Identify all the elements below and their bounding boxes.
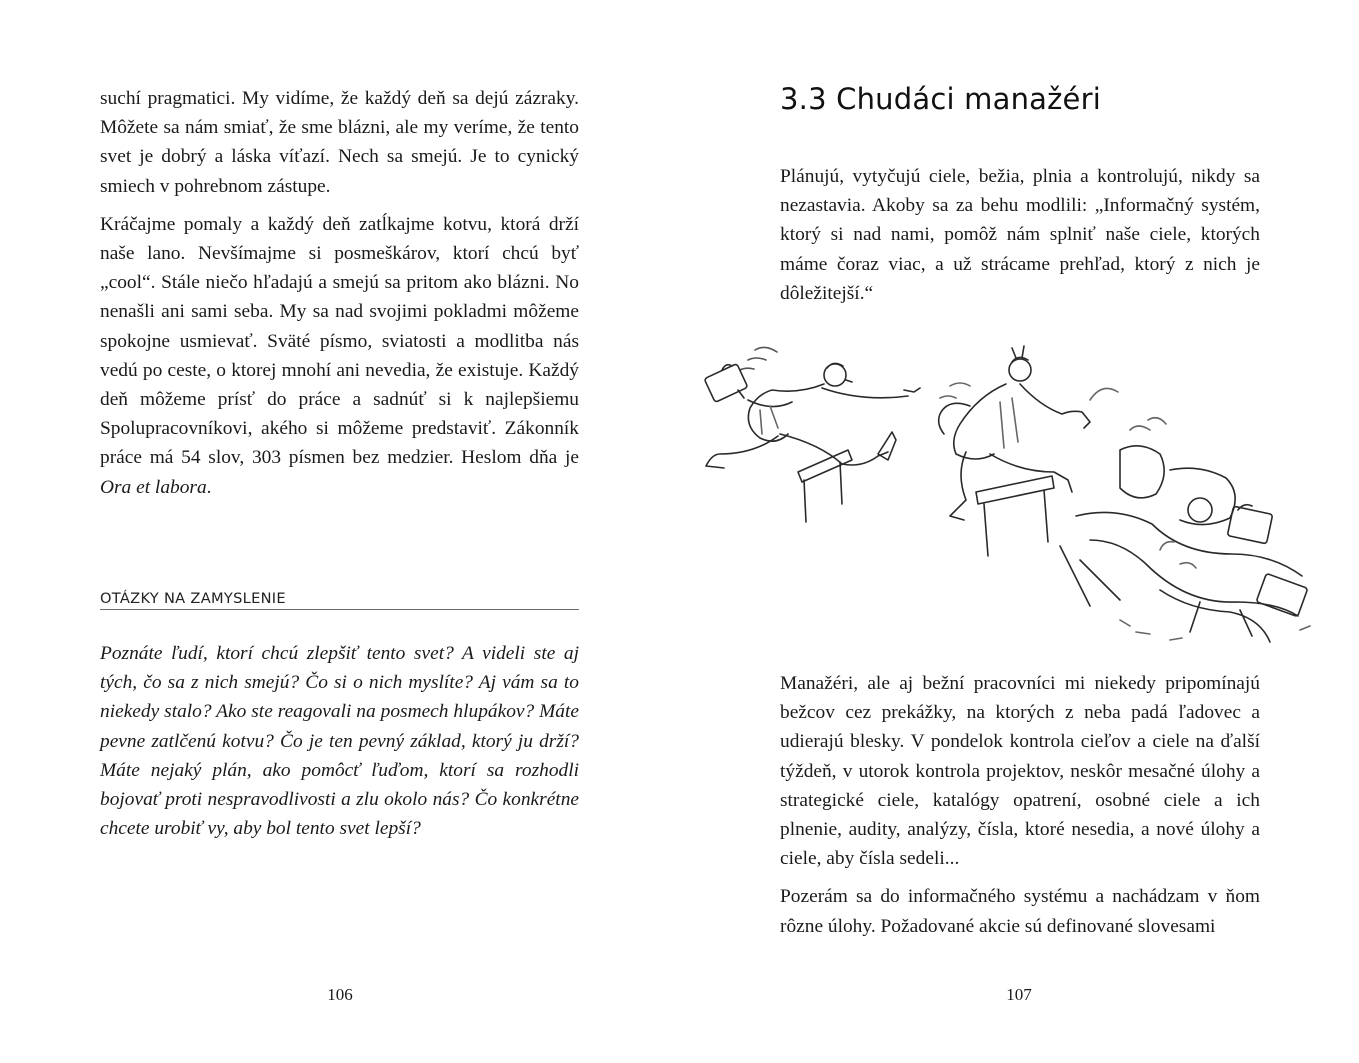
paragraph-end: . bbox=[206, 476, 212, 498]
runner-left bbox=[704, 347, 920, 468]
paragraph-text: Kráčajme pomaly a každý deň zatĺkajme kotvu, ktorá drží naše lano. Nevšímajme si posmeškárov, ktorí chcú byť „cool“. Stále niečo hľadajú a smejú sa pritom ako blázni. No nenašli ani sami seba. My sa nad svojimi pokladmi môžeme spokojne usmievať. Sväté písmo, sviatosti a modlitba nás vedú po ceste, o ktorej mnohí ani nevedia, že existuje. Každý deň môžeme prísť do práce a sadnúť si k najlepšiemu Spolupracovníkovi, akého si môžeme predstaviť. Zákonník práce má 54 slov, 303 písmen bez medzier. Heslom dňa je bbox=[100, 213, 579, 469]
paragraph: suchí pragmatici. My vidíme, že každý deň sa dejú zázraky. Môžete sa nám smiať, že sme blázni, ale my veríme, že tento svet je dobrý a láska víťazí. Nech sa smejú. Je to cynický smiech v pohrebnom zástupe. bbox=[100, 88, 579, 197]
section-heading: OTÁZKY NA ZAMYSLENIE bbox=[100, 590, 579, 610]
runner-middle bbox=[939, 346, 1090, 520]
hurdle-left bbox=[798, 450, 852, 522]
fallen-pile bbox=[1060, 388, 1310, 642]
paragraph: Pozerám sa do informačného systému a nachádzam v ňom rôzne úlohy. Požadované akcie sú definované slovesami bbox=[780, 886, 1260, 937]
paragraph bbox=[100, 210, 579, 502]
right-page bbox=[680, 0, 1359, 1063]
page-number: 107 bbox=[1006, 985, 1032, 1004]
paragraph: Plánujú, vytyčujú ciele, bežia, plnia a kontrolujú, nikdy sa nezastavia. Akoby sa za behu modlili: „Informačný systém, ktorý si nad nami, pomôž nám splniť naše ciele, ktorých máme čoraz viac, a už strácame prehľad, ktorý z nich je dôležitejší.“ bbox=[780, 166, 1260, 304]
motto: Ora et labora bbox=[100, 476, 207, 498]
hurdle-middle bbox=[976, 476, 1054, 556]
intro-text bbox=[780, 162, 1260, 308]
chapter-header bbox=[780, 82, 1260, 116]
main-text bbox=[780, 669, 1260, 941]
chapter-title: 3.3 Chudáci manažéri bbox=[780, 82, 1101, 116]
questions-text: Poznáte ľudí, ktorí chcú zlepšiť tento svet? A videli ste aj tých, čo sa z nich smejú? Čo si o nich myslíte? Aj vám sa to niekedy stalo? Ako ste reagovali na posmech hlupákov? Máte pevne zatlčenú kotvu? Čo je ten pevný základ, ktorý ju drží? Máte nejaký plán, ako pomôcť ľuďom, ktorí sa rozhodli bojovať proti nespravodlivosti a zlu okolo nás? Čo konkrétne chcete urobiť vy, aby bol tento svet lepší? bbox=[100, 643, 579, 840]
reflection-questions bbox=[100, 639, 579, 843]
cartoon-illustration bbox=[700, 340, 1340, 650]
left-page bbox=[0, 0, 679, 1063]
paragraph: Manažéri, ale aj bežní pracovníci mi niekedy pripomínajú bežcov cez prekážky, na ktorých z neba padá ľadovec a udierajú blesky. V pondelok kontrola cieľov a ciele na ďalší týždeň, v utorok kontrola projektov, neskôr mesačné úlohy a strategické ciele, katalógy opatrení, osobné ciele a ich plnenie, audity, analýzy, čísla, ktoré nesedia, a nové úlohy a ciele, aby čísla sedeli... bbox=[780, 673, 1260, 870]
left-body-text bbox=[100, 84, 579, 502]
page-number: 106 bbox=[327, 985, 353, 1004]
